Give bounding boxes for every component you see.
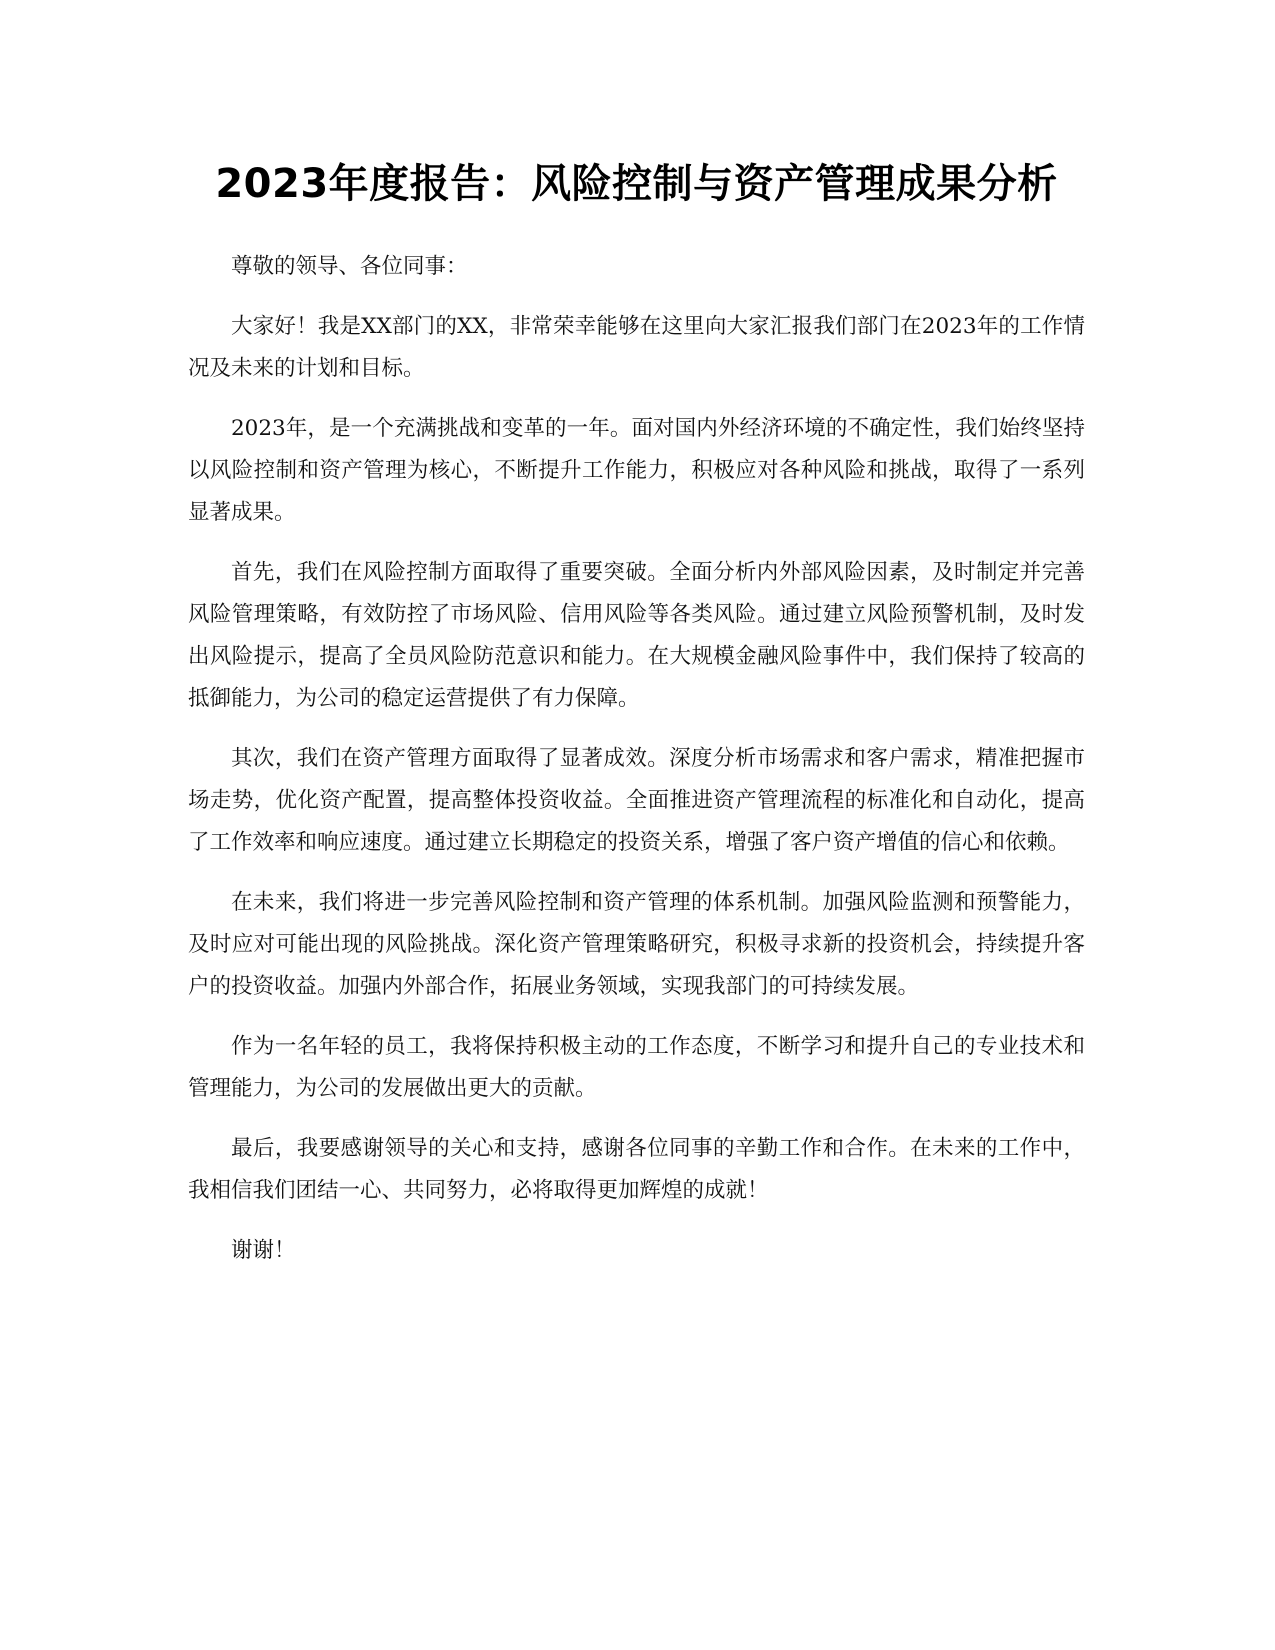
paragraph-thanks: 最后，我要感谢领导的关心和支持，感谢各位同事的辛勤工作和合作。在未来的工作中，我相信我们团结一心、共同努力，必将取得更加辉煌的成就！ [188, 1136, 1085, 1203]
paragraph-closing: 谢谢！ [231, 1238, 296, 1263]
paragraph-asset-management: 其次，我们在资产管理方面取得了显著成效。深度分析市场需求和客户需求，精准把握市场走势，优化资产配置，提高整体投资收益。全面推进资产管理流程的标准化和自动化，提高了工作效率和响应速度。通过建立长期稳定的投资关系，增强了客户资产增值的信心和依赖。 [188, 746, 1085, 855]
document-title: 2023年度报告：风险控制与资产管理成果分析 [215, 161, 1058, 207]
paragraph-overview: 2023年，是一个充满挑战和变革的一年。面对国内外经济环境的不确定性，我们始终坚持以风险控制和资产管理为核心，不断提升工作能力，积极应对各种风险和挑战，取得了一系列显著成果。 [188, 416, 1085, 525]
paragraph-future-plan: 在未来，我们将进一步完善风险控制和资产管理的体系机制。加强风险监测和预警能力，及时应对可能出现的风险挑战。深化资产管理策略研究，积极寻求新的投资机会，持续提升客户的投资收益。加强内外部合作，拓展业务领域，实现我部门的可持续发展。 [188, 890, 1085, 999]
document-body [188, 246, 1085, 1272]
paragraph-personal-commitment: 作为一名年轻的员工，我将保持积极主动的工作态度，不断学习和提升自己的专业技术和管理能力，为公司的发展做出更大的贡献。 [188, 1034, 1085, 1101]
paragraph-salutation: 尊敬的领导、各位同事： [231, 254, 468, 279]
paragraph-risk-control: 首先，我们在风险控制方面取得了重要突破。全面分析内外部风险因素，及时制定并完善风险管理策略，有效防控了市场风险、信用风险等各类风险。通过建立风险预警机制，及时发出风险提示，提高了全员风险防范意识和能力。在大规模金融风险事件中，我们保持了较高的抵御能力，为公司的稳定运营提供了有力保障。 [188, 560, 1085, 711]
paragraph-greeting: 大家好！我是XX部门的XX，非常荣幸能够在这里向大家汇报我们部门在2023年的工作情况及未来的计划和目标。 [188, 314, 1085, 381]
